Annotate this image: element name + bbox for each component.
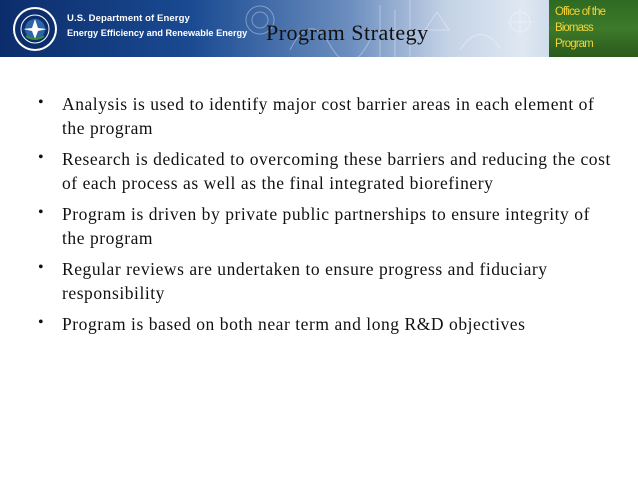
bullet-dot-icon: • <box>38 259 45 276</box>
org-title: U.S. Department of Energy <box>67 13 190 24</box>
doe-seal-logo <box>12 6 58 52</box>
bullet-dot-icon: • <box>38 314 45 331</box>
program-badge-line: Program <box>555 38 593 50</box>
program-badge-text <box>555 4 635 52</box>
bullet-text: Research is dedicated to overcoming these barriers and reducing the cost of each process as well as the final integrated biorefinery <box>62 149 611 193</box>
bullet-list <box>38 92 613 343</box>
bullet-item <box>38 312 613 336</box>
org-subtitle: Energy Efficiency and Renewable Energy <box>67 28 248 38</box>
bullet-text: Program is based on both near term and long R&D objectives <box>62 314 526 334</box>
bullet-text: Regular reviews are undertaken to ensure progress and fiduciary responsibility <box>62 259 548 303</box>
bullet-text: Program is driven by private public partnerships to ensure integrity of the program <box>62 204 590 248</box>
bullet-item <box>38 92 613 140</box>
bullet-dot-icon: • <box>38 94 45 111</box>
slide-title: Program Strategy <box>266 20 429 45</box>
program-badge-line: Office of the <box>555 6 606 18</box>
bullet-text: Analysis is used to identify major cost barrier areas in each element of the program <box>62 94 595 138</box>
bullet-dot-icon: • <box>38 149 45 166</box>
bullet-dot-icon: • <box>38 204 45 221</box>
bullet-item <box>38 257 613 305</box>
header-banner <box>0 0 638 57</box>
program-badge <box>549 0 638 57</box>
bullet-item <box>38 202 613 250</box>
bullet-item <box>38 147 613 195</box>
program-badge-line: Biomass <box>555 22 593 34</box>
